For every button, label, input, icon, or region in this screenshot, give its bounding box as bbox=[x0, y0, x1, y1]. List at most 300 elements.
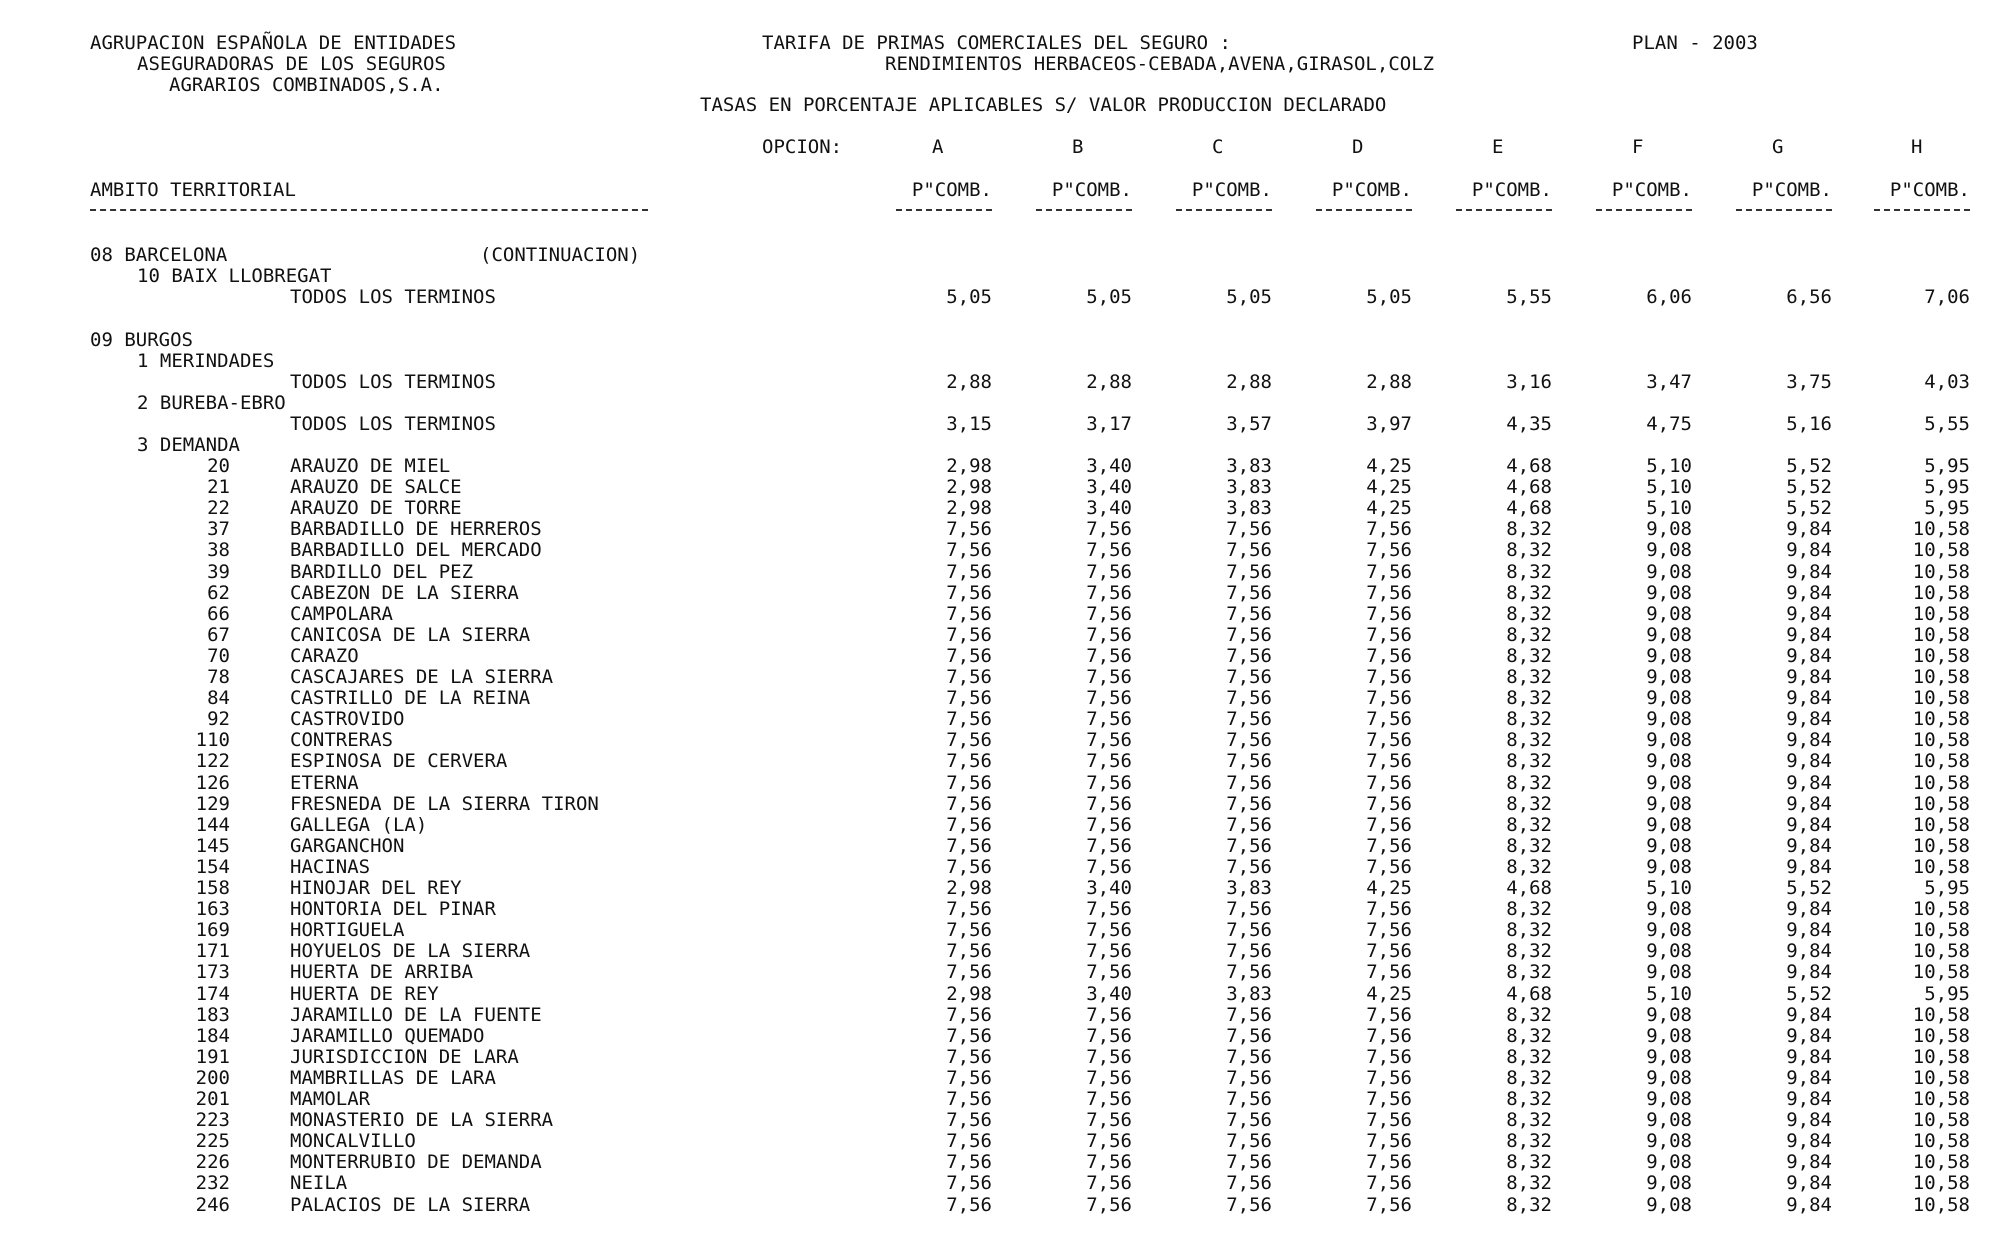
municipality-code: 246 bbox=[195, 1194, 230, 1216]
rate-value: 10,58 bbox=[1912, 1109, 1970, 1131]
premium-col-header: P"COMB. bbox=[1889, 179, 1970, 201]
rate-value: 7,56 bbox=[1226, 729, 1272, 751]
rate-value: 3,15 bbox=[946, 413, 992, 435]
municipality-name: BARDILLO DEL PEZ bbox=[290, 561, 474, 583]
rate-value: 7,56 bbox=[946, 539, 992, 561]
rate-value: 7,56 bbox=[946, 1067, 992, 1089]
rate-value: 10,58 bbox=[1912, 624, 1970, 646]
rate-value: 10,58 bbox=[1912, 1172, 1970, 1194]
rate-value: 7,56 bbox=[946, 561, 992, 583]
rate-value: 8,32 bbox=[1506, 919, 1552, 941]
rate-value: 7,56 bbox=[1226, 1130, 1272, 1152]
rate-value: 7,56 bbox=[1366, 793, 1412, 815]
rate-value: 7,56 bbox=[1366, 1109, 1412, 1131]
rate-value: 9,84 bbox=[1786, 919, 1832, 941]
rate-value: 9,08 bbox=[1646, 814, 1692, 836]
rate-value: 10,58 bbox=[1912, 603, 1970, 625]
option-header-g: G bbox=[1772, 136, 1784, 158]
rate-value: 5,55 bbox=[1506, 286, 1552, 308]
municipality-name: HACINAS bbox=[290, 856, 371, 878]
rate-value: 7,56 bbox=[1226, 582, 1272, 604]
rate-value: 3,17 bbox=[1086, 413, 1132, 435]
rate-value: 7,56 bbox=[946, 814, 992, 836]
municipality-code: 223 bbox=[195, 1109, 230, 1131]
rate-value: 3,83 bbox=[1226, 497, 1272, 519]
rate-value: 3,83 bbox=[1226, 983, 1272, 1005]
rate-value: 9,08 bbox=[1646, 1067, 1692, 1089]
rate-value: 9,08 bbox=[1646, 687, 1692, 709]
option-header-b: B bbox=[1072, 136, 1084, 158]
rate-value: 7,56 bbox=[1086, 814, 1132, 836]
rate-value: 9,08 bbox=[1646, 1194, 1692, 1216]
rate-value: 8,32 bbox=[1506, 582, 1552, 604]
rate-value: 7,56 bbox=[1086, 772, 1132, 794]
rate-value: 3,57 bbox=[1226, 413, 1272, 435]
rate-value: 7,56 bbox=[1366, 772, 1412, 794]
municipality-code: 174 bbox=[195, 983, 230, 1005]
rate-value: 9,08 bbox=[1646, 645, 1692, 667]
rate-value: 7,56 bbox=[946, 518, 992, 540]
rate-value: 8,32 bbox=[1506, 1004, 1552, 1026]
rate-value: 7,56 bbox=[1226, 603, 1272, 625]
rate-value: 7,56 bbox=[1366, 919, 1412, 941]
rate-value: 7,56 bbox=[946, 919, 992, 941]
municipality-code: 183 bbox=[195, 1004, 230, 1026]
rate-value: 7,56 bbox=[1366, 645, 1412, 667]
rate-value: 7,56 bbox=[1086, 961, 1132, 983]
rate-value: 9,84 bbox=[1786, 1088, 1832, 1110]
rate-value: 7,56 bbox=[1226, 814, 1272, 836]
municipality-name: BARBADILLO DE HERREROS bbox=[290, 518, 542, 540]
rate-value: 9,84 bbox=[1786, 940, 1832, 962]
rate-value: 7,56 bbox=[1086, 1109, 1132, 1131]
rate-value: 7,56 bbox=[1226, 687, 1272, 709]
rate-value: 2,88 bbox=[1226, 371, 1272, 393]
rate-value: 7,56 bbox=[946, 1130, 992, 1152]
rate-value: 9,08 bbox=[1646, 772, 1692, 794]
rate-value: 8,32 bbox=[1506, 624, 1552, 646]
rate-value: 10,58 bbox=[1912, 919, 1970, 941]
municipality-code: 38 bbox=[207, 539, 230, 561]
rate-value: 7,56 bbox=[1366, 561, 1412, 583]
rate-value: 7,56 bbox=[1366, 1067, 1412, 1089]
rate-value: 7,56 bbox=[1366, 814, 1412, 836]
rate-value: 5,10 bbox=[1646, 877, 1692, 899]
rate-value: 10,58 bbox=[1912, 1151, 1970, 1173]
rate-value: 3,40 bbox=[1086, 877, 1132, 899]
ambito-territorial-label: AMBITO TERRITORIAL bbox=[90, 179, 296, 201]
municipality-name: ARAUZO DE TORRE bbox=[290, 497, 462, 519]
rate-value: 7,56 bbox=[946, 1088, 992, 1110]
municipality-name: ESPINOSA DE CERVERA bbox=[290, 750, 508, 772]
municipality-code: 39 bbox=[207, 561, 230, 583]
ambito-underline bbox=[90, 209, 648, 211]
column-underline bbox=[896, 209, 992, 211]
rate-value: 7,56 bbox=[1366, 1025, 1412, 1047]
option-header-f: F bbox=[1632, 136, 1644, 158]
rate-value: 5,05 bbox=[1086, 286, 1132, 308]
rate-value: 8,32 bbox=[1506, 835, 1552, 857]
rate-value: 7,56 bbox=[946, 645, 992, 667]
municipality-code: 20 bbox=[207, 455, 230, 477]
rate-value: 4,68 bbox=[1506, 455, 1552, 477]
rate-value: 7,56 bbox=[1366, 898, 1412, 920]
rate-value: 7,56 bbox=[1226, 1046, 1272, 1068]
municipality-name: CASTROVIDO bbox=[290, 708, 405, 730]
rate-value: 7,56 bbox=[1086, 708, 1132, 730]
municipality-name: ARAUZO DE SALCE bbox=[290, 476, 462, 498]
rate-value: 9,84 bbox=[1786, 687, 1832, 709]
municipality-code: 92 bbox=[207, 708, 230, 730]
rate-value: 4,68 bbox=[1506, 877, 1552, 899]
rate-value: 10,58 bbox=[1912, 1046, 1970, 1068]
rate-value: 4,25 bbox=[1366, 877, 1412, 899]
rate-value: 8,32 bbox=[1506, 940, 1552, 962]
rate-value: 7,56 bbox=[1086, 1172, 1132, 1194]
rate-value: 8,32 bbox=[1506, 1194, 1552, 1216]
rate-value: 9,84 bbox=[1786, 793, 1832, 815]
rate-value: 7,56 bbox=[1366, 603, 1412, 625]
municipality-code: 169 bbox=[195, 919, 230, 941]
municipality-code: 144 bbox=[195, 814, 230, 836]
rate-value: 9,84 bbox=[1786, 1109, 1832, 1131]
rate-value: 9,08 bbox=[1646, 919, 1692, 941]
title-line-1: TARIFA DE PRIMAS COMERCIALES DEL SEGURO : bbox=[762, 32, 1231, 54]
document-subtitle: TASAS EN PORCENTAJE APLICABLES S/ VALOR PRODUCCION DECLARADO bbox=[700, 94, 1387, 116]
municipality-name: JARAMILLO QUEMADO bbox=[290, 1025, 485, 1047]
rate-value: 8,32 bbox=[1506, 1109, 1552, 1131]
rate-value: 9,84 bbox=[1786, 1194, 1832, 1216]
all-terms-label: TODOS LOS TERMINOS bbox=[290, 371, 496, 393]
rate-value: 9,84 bbox=[1786, 1025, 1832, 1047]
rate-value: 10,58 bbox=[1912, 645, 1970, 667]
rate-value: 3,40 bbox=[1086, 983, 1132, 1005]
rate-value: 9,08 bbox=[1646, 1025, 1692, 1047]
municipality-name: MAMOLAR bbox=[290, 1088, 371, 1110]
rate-value: 9,08 bbox=[1646, 539, 1692, 561]
rate-value: 7,56 bbox=[1086, 1088, 1132, 1110]
rate-value: 7,56 bbox=[1086, 518, 1132, 540]
rate-value: 8,32 bbox=[1506, 898, 1552, 920]
column-underline bbox=[1736, 209, 1832, 211]
rate-value: 9,84 bbox=[1786, 772, 1832, 794]
rate-value: 8,32 bbox=[1506, 687, 1552, 709]
rate-value: 7,56 bbox=[1366, 539, 1412, 561]
municipality-code: 37 bbox=[207, 518, 230, 540]
rate-value: 7,56 bbox=[1226, 1004, 1272, 1026]
rate-value: 10,58 bbox=[1912, 518, 1970, 540]
rate-value: 8,32 bbox=[1506, 1025, 1552, 1047]
rate-value: 2,98 bbox=[946, 476, 992, 498]
rate-value: 10,58 bbox=[1912, 1067, 1970, 1089]
rate-value: 9,08 bbox=[1646, 1088, 1692, 1110]
municipality-name: FRESNEDA DE LA SIERRA TIRON bbox=[290, 793, 599, 815]
rate-value: 9,84 bbox=[1786, 1067, 1832, 1089]
rate-value: 9,84 bbox=[1786, 518, 1832, 540]
municipality-name: CASCAJARES DE LA SIERRA bbox=[290, 666, 554, 688]
rate-value: 7,56 bbox=[946, 750, 992, 772]
rate-value: 5,95 bbox=[1924, 877, 1970, 899]
rate-value: 3,97 bbox=[1366, 413, 1412, 435]
municipality-name: HORTIGUELA bbox=[290, 919, 405, 941]
rate-value: 7,56 bbox=[1086, 898, 1132, 920]
rate-value: 9,84 bbox=[1786, 856, 1832, 878]
municipality-name: MONASTERIO DE LA SIERRA bbox=[290, 1109, 554, 1131]
option-header-d: D bbox=[1352, 136, 1364, 158]
rate-value: 9,08 bbox=[1646, 1130, 1692, 1152]
rate-value: 5,52 bbox=[1786, 877, 1832, 899]
rate-value: 7,56 bbox=[946, 1025, 992, 1047]
rate-value: 9,08 bbox=[1646, 750, 1692, 772]
rate-value: 4,25 bbox=[1366, 455, 1412, 477]
rate-value: 7,56 bbox=[1226, 1151, 1272, 1173]
rate-value: 7,56 bbox=[946, 708, 992, 730]
rate-value: 10,58 bbox=[1912, 772, 1970, 794]
rate-value: 9,08 bbox=[1646, 898, 1692, 920]
all-terms-label: TODOS LOS TERMINOS bbox=[290, 286, 496, 308]
rate-value: 7,56 bbox=[1226, 1109, 1272, 1131]
province-burgos-title: 09 BURGOS bbox=[90, 329, 193, 351]
municipality-code: 110 bbox=[195, 729, 230, 751]
opcion-label: OPCION: bbox=[762, 136, 843, 158]
rate-value: 9,08 bbox=[1646, 729, 1692, 751]
rate-value: 7,56 bbox=[1366, 835, 1412, 857]
municipality-code: 22 bbox=[207, 497, 230, 519]
rate-value: 9,08 bbox=[1646, 1046, 1692, 1068]
rate-value: 2,98 bbox=[946, 497, 992, 519]
rate-value: 7,56 bbox=[1226, 1025, 1272, 1047]
rate-value: 7,56 bbox=[1086, 793, 1132, 815]
municipality-name: CAMPOLARA bbox=[290, 603, 393, 625]
rate-value: 7,56 bbox=[946, 1046, 992, 1068]
rate-value: 10,58 bbox=[1912, 539, 1970, 561]
rate-value: 5,95 bbox=[1924, 455, 1970, 477]
rate-value: 10,58 bbox=[1912, 750, 1970, 772]
rate-value: 7,56 bbox=[946, 898, 992, 920]
comarca-merindades: 1 MERINDADES bbox=[137, 350, 275, 372]
municipality-code: 66 bbox=[207, 603, 230, 625]
rate-value: 9,08 bbox=[1646, 666, 1692, 688]
rate-value: 7,56 bbox=[1226, 898, 1272, 920]
rate-value: 7,56 bbox=[1226, 1067, 1272, 1089]
rate-value: 7,56 bbox=[946, 1109, 992, 1131]
municipality-name: GALLEGA (LA) bbox=[290, 814, 428, 836]
rate-value: 10,58 bbox=[1912, 898, 1970, 920]
column-underline bbox=[1176, 209, 1272, 211]
rate-value: 7,06 bbox=[1924, 286, 1970, 308]
rate-value: 7,56 bbox=[946, 1004, 992, 1026]
rate-value: 5,95 bbox=[1924, 476, 1970, 498]
rate-value: 9,84 bbox=[1786, 645, 1832, 667]
rate-value: 7,56 bbox=[946, 603, 992, 625]
rate-value: 7,56 bbox=[1366, 1130, 1412, 1152]
rate-value: 7,56 bbox=[946, 961, 992, 983]
rate-value: 7,56 bbox=[1086, 1151, 1132, 1173]
rate-value: 7,56 bbox=[1086, 1025, 1132, 1047]
rate-value: 10,58 bbox=[1912, 687, 1970, 709]
rate-value: 7,56 bbox=[1226, 1088, 1272, 1110]
column-underline bbox=[1456, 209, 1552, 211]
rate-value: 7,56 bbox=[1366, 1088, 1412, 1110]
rate-value: 7,56 bbox=[1226, 750, 1272, 772]
rate-value: 7,56 bbox=[946, 835, 992, 857]
rate-value: 9,08 bbox=[1646, 1004, 1692, 1026]
rate-value: 7,56 bbox=[1226, 518, 1272, 540]
rate-value: 9,08 bbox=[1646, 582, 1692, 604]
rate-value: 7,56 bbox=[1366, 624, 1412, 646]
rate-value: 7,56 bbox=[946, 666, 992, 688]
rate-value: 8,32 bbox=[1506, 961, 1552, 983]
rate-value: 3,83 bbox=[1226, 877, 1272, 899]
plan-label: PLAN - 2003 bbox=[1632, 32, 1758, 54]
option-header-c: C bbox=[1212, 136, 1224, 158]
rate-value: 7,56 bbox=[1366, 1172, 1412, 1194]
municipality-name: CANICOSA DE LA SIERRA bbox=[290, 624, 531, 646]
rate-value: 4,68 bbox=[1506, 497, 1552, 519]
rate-value: 6,56 bbox=[1786, 286, 1832, 308]
all-terms-label: TODOS LOS TERMINOS bbox=[290, 413, 496, 435]
rate-value: 8,32 bbox=[1506, 814, 1552, 836]
comarca-baix-llobregat: 10 BAIX LLOBREGAT bbox=[137, 265, 332, 287]
premium-col-header: P"COMB. bbox=[1191, 179, 1272, 201]
premium-col-header: P"COMB. bbox=[1471, 179, 1552, 201]
rate-value: 7,56 bbox=[1086, 1067, 1132, 1089]
rate-value: 10,58 bbox=[1912, 708, 1970, 730]
municipality-code: 173 bbox=[195, 961, 230, 983]
rate-value: 7,56 bbox=[1086, 729, 1132, 751]
rate-value: 10,58 bbox=[1912, 940, 1970, 962]
rate-value: 9,84 bbox=[1786, 1004, 1832, 1026]
rate-value: 10,58 bbox=[1912, 582, 1970, 604]
municipality-code: 154 bbox=[195, 856, 230, 878]
rate-value: 4,03 bbox=[1924, 371, 1970, 393]
rate-value: 7,56 bbox=[1226, 1172, 1272, 1194]
rate-value: 7,56 bbox=[1086, 603, 1132, 625]
rate-value: 10,58 bbox=[1912, 1088, 1970, 1110]
column-underline bbox=[1874, 209, 1970, 211]
rate-value: 7,56 bbox=[1226, 561, 1272, 583]
rate-value: 5,52 bbox=[1786, 497, 1832, 519]
rate-value: 5,16 bbox=[1786, 413, 1832, 435]
title-line-2: RENDIMIENTOS HERBACEOS-CEBADA,AVENA,GIRASOL,COLZ bbox=[885, 53, 1435, 75]
municipality-code: 225 bbox=[195, 1130, 230, 1152]
rate-value: 10,58 bbox=[1912, 814, 1970, 836]
rate-value: 9,84 bbox=[1786, 582, 1832, 604]
rate-value: 7,56 bbox=[946, 940, 992, 962]
municipality-name: CARAZO bbox=[290, 645, 359, 667]
rate-value: 9,08 bbox=[1646, 603, 1692, 625]
rate-value: 5,10 bbox=[1646, 983, 1692, 1005]
rate-value: 7,56 bbox=[1226, 856, 1272, 878]
rate-value: 7,56 bbox=[946, 582, 992, 604]
rate-value: 9,84 bbox=[1786, 750, 1832, 772]
column-underline bbox=[1596, 209, 1692, 211]
column-underline bbox=[1316, 209, 1412, 211]
rate-value: 7,56 bbox=[1226, 1194, 1272, 1216]
rate-value: 9,08 bbox=[1646, 793, 1692, 815]
rate-value: 9,08 bbox=[1646, 940, 1692, 962]
rate-value: 7,56 bbox=[1086, 1194, 1132, 1216]
rate-value: 7,56 bbox=[1086, 1004, 1132, 1026]
municipality-code: 226 bbox=[195, 1151, 230, 1173]
municipality-code: 70 bbox=[207, 645, 230, 667]
municipality-code: 201 bbox=[195, 1088, 230, 1110]
rate-value: 9,08 bbox=[1646, 1172, 1692, 1194]
rate-value: 7,56 bbox=[946, 1194, 992, 1216]
rate-value: 5,05 bbox=[1366, 286, 1412, 308]
rate-value: 8,32 bbox=[1506, 1151, 1552, 1173]
municipality-code: 184 bbox=[195, 1025, 230, 1047]
rate-value: 9,08 bbox=[1646, 835, 1692, 857]
municipality-code: 145 bbox=[195, 835, 230, 857]
municipality-code: 78 bbox=[207, 666, 230, 688]
municipality-code: 200 bbox=[195, 1067, 230, 1089]
option-header-a: A bbox=[932, 136, 944, 158]
rate-value: 9,84 bbox=[1786, 961, 1832, 983]
rate-value: 7,56 bbox=[1366, 1004, 1412, 1026]
municipality-name: JARAMILLO DE LA FUENTE bbox=[290, 1004, 542, 1026]
municipality-code: 171 bbox=[195, 940, 230, 962]
rate-value: 7,56 bbox=[1086, 561, 1132, 583]
rate-value: 7,56 bbox=[1366, 750, 1412, 772]
rate-value: 9,84 bbox=[1786, 1046, 1832, 1068]
rate-value: 9,84 bbox=[1786, 666, 1832, 688]
rate-value: 9,84 bbox=[1786, 1172, 1832, 1194]
option-header-e: E bbox=[1492, 136, 1504, 158]
rate-value: 7,56 bbox=[1226, 666, 1272, 688]
rate-value: 7,56 bbox=[946, 772, 992, 794]
rate-value: 7,56 bbox=[946, 793, 992, 815]
rate-value: 5,05 bbox=[1226, 286, 1272, 308]
rate-value: 7,56 bbox=[1086, 539, 1132, 561]
rate-value: 3,40 bbox=[1086, 476, 1132, 498]
rate-value: 4,25 bbox=[1366, 497, 1412, 519]
rate-value: 9,84 bbox=[1786, 729, 1832, 751]
municipality-name: HONTORIA DEL PINAR bbox=[290, 898, 496, 920]
rate-value: 2,88 bbox=[1086, 371, 1132, 393]
rate-value: 9,84 bbox=[1786, 1151, 1832, 1173]
municipality-name: HOYUELOS DE LA SIERRA bbox=[290, 940, 531, 962]
rate-value: 7,56 bbox=[1086, 582, 1132, 604]
rate-value: 7,56 bbox=[1086, 1130, 1132, 1152]
rate-value: 7,56 bbox=[1086, 624, 1132, 646]
rate-value: 7,56 bbox=[946, 1172, 992, 1194]
rate-value: 10,58 bbox=[1912, 729, 1970, 751]
rate-value: 9,84 bbox=[1786, 814, 1832, 836]
municipality-name: MAMBRILLAS DE LARA bbox=[290, 1067, 496, 1089]
rate-value: 9,84 bbox=[1786, 539, 1832, 561]
rate-value: 8,32 bbox=[1506, 793, 1552, 815]
municipality-code: 232 bbox=[195, 1172, 230, 1194]
rate-value: 8,32 bbox=[1506, 645, 1552, 667]
rate-value: 8,32 bbox=[1506, 1130, 1552, 1152]
rate-value: 8,32 bbox=[1506, 539, 1552, 561]
rate-value: 7,56 bbox=[1226, 835, 1272, 857]
rate-value: 9,08 bbox=[1646, 518, 1692, 540]
rate-value: 3,83 bbox=[1226, 455, 1272, 477]
column-underline bbox=[1036, 209, 1132, 211]
rate-value: 7,56 bbox=[1366, 708, 1412, 730]
municipality-name: HINOJAR DEL REY bbox=[290, 877, 462, 899]
rate-value: 5,55 bbox=[1924, 413, 1970, 435]
municipality-code: 62 bbox=[207, 582, 230, 604]
rate-value: 2,98 bbox=[946, 455, 992, 477]
rate-value: 7,56 bbox=[946, 856, 992, 878]
premium-col-header: P"COMB. bbox=[1611, 179, 1692, 201]
municipality-code: 84 bbox=[207, 687, 230, 709]
municipality-name: CASTRILLO DE LA REINA bbox=[290, 687, 531, 709]
rate-value: 9,08 bbox=[1646, 561, 1692, 583]
